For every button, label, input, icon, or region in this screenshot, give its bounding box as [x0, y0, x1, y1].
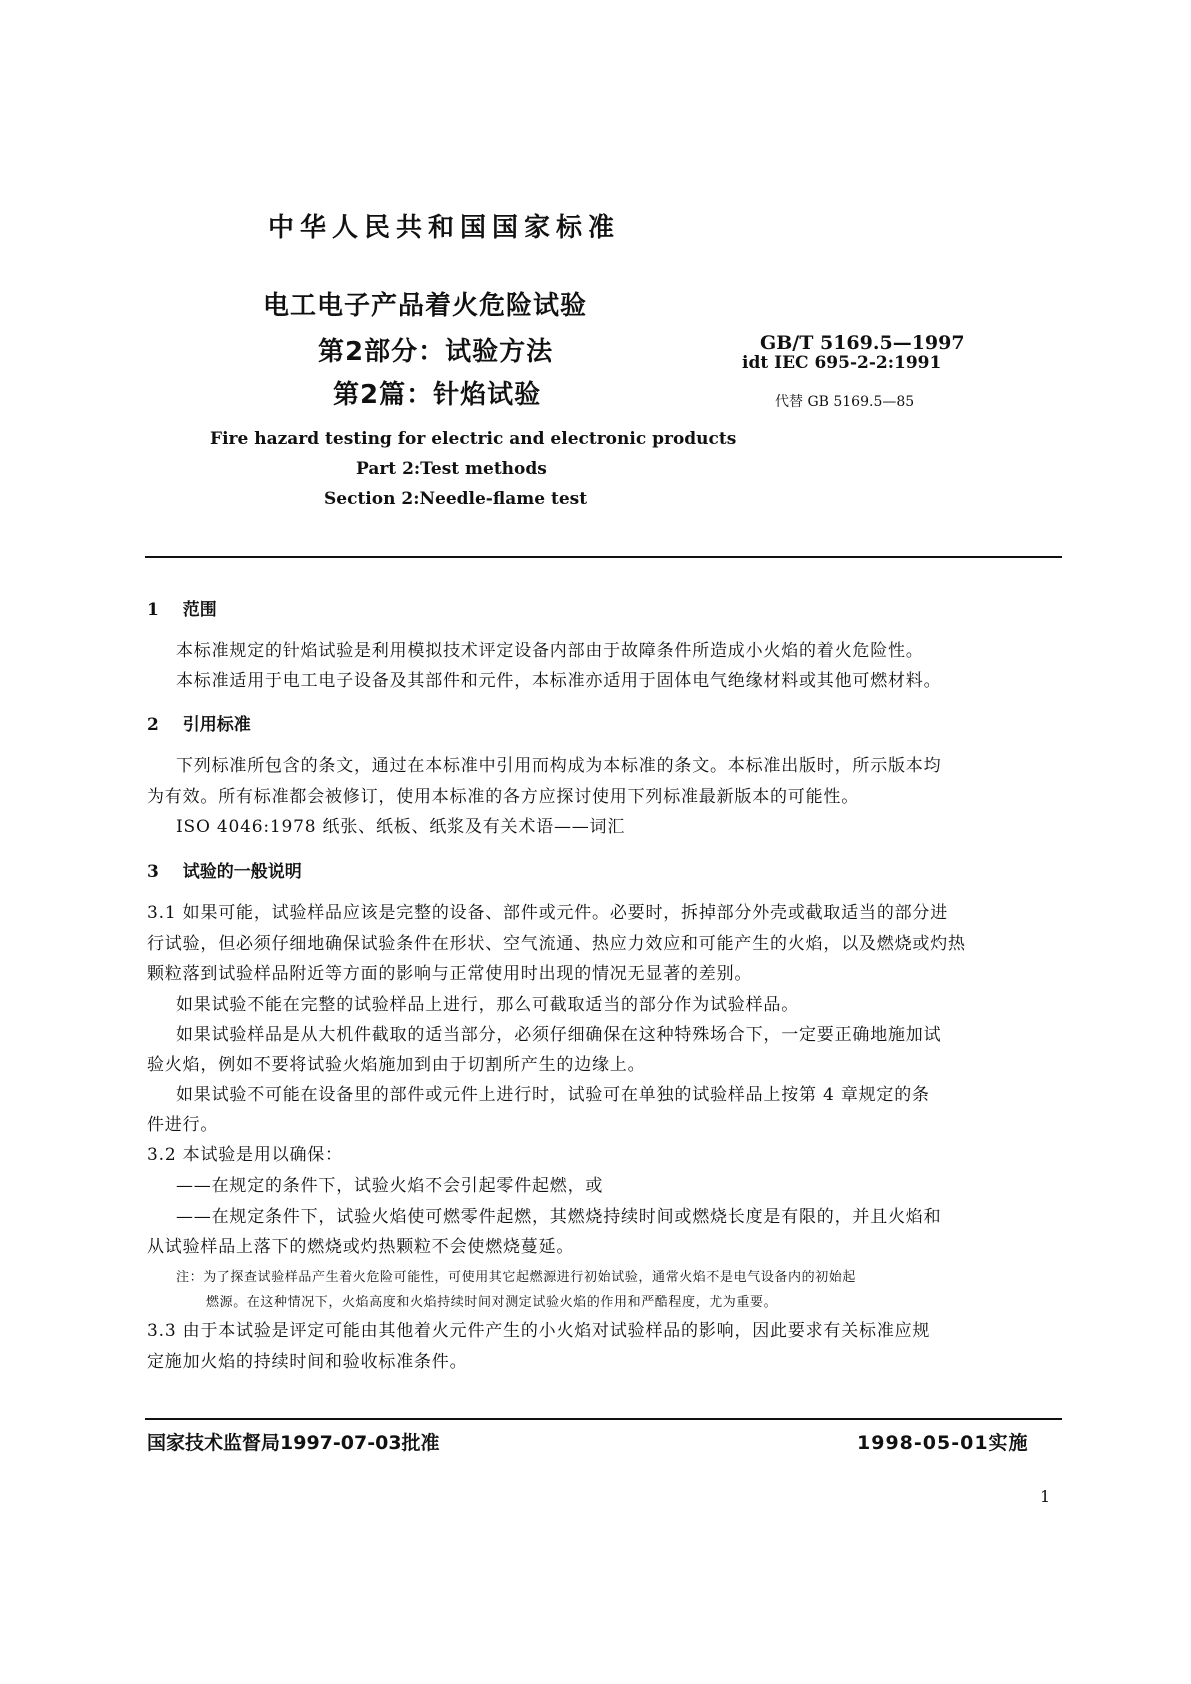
clause-3-1: 3.1 如果可能，试验样品应该是完整的设备、部件或元件。必要时，拆掉部分外壳或截取适当的部分进 — [147, 903, 949, 923]
effective-date: 1998-05-01实施 — [857, 1432, 1029, 1454]
paragraph-line: 下列标准所包含的条文，通过在本标准中引用而构成为本标准的条文。本标准出版时，所示版本均 — [176, 756, 942, 776]
paragraph-line: 行试验，但必须仔细地确保试验条件在形状、空气流通、热应力效应和可能产生的火焰，以及燃烧或灼热 — [147, 934, 966, 954]
clause-3-3: 3.3 由于本试验是评定可能由其他着火元件产生的小火焰对试验样品的影响，因此要求有关标准应规 — [147, 1321, 931, 1341]
paragraph-line: 验火焰，例如不要将试验火焰施加到由于切割所产生的边缘上。 — [147, 1055, 646, 1075]
paragraph-line: 如果试验样品是从大机件截取的适当部分，必须仔细确保在这种特殊场合下，一定要正确地施加试 — [176, 1025, 942, 1045]
title-en-line-2: Part 2:Test methods — [356, 459, 547, 479]
section-title: 试验的一般说明 — [182, 862, 302, 882]
paragraph-line: 定施加火焰的持续时间和验收标准条件。 — [147, 1352, 468, 1372]
paragraph-line: 本标准规定的针焰试验是利用模拟技术评定设备内部由于故障条件所造成小火焰的着火危险性。 — [176, 641, 924, 661]
title-en-line-3: Section 2:Needle-flame test — [324, 489, 588, 509]
section-title: 引用标准 — [182, 715, 251, 735]
list-item: ——在规定条件下，试验火焰使可燃零件起燃，其燃烧持续时间或燃烧长度是有限的，并且火焰和 — [176, 1207, 942, 1227]
paragraph-line: 本标准适用于电工电子设备及其部件和元件，本标准亦适用于固体电气绝缘材料或其他可燃材料。 — [176, 671, 942, 691]
list-item: ——在规定的条件下，试验火焰不会引起零件起燃，或 — [176, 1176, 604, 1196]
title-zh-line-2: 第2部分：试验方法 — [318, 337, 554, 367]
header-divider — [145, 556, 1062, 558]
approval-statement: 国家技术监督局1997-07-03批准 — [147, 1432, 440, 1454]
page-number: 1 — [1040, 1487, 1051, 1506]
section-title: 范围 — [182, 600, 217, 620]
paragraph-line: 如果试验不能在完整的试验样品上进行，那么可截取适当的部分作为试验样品。 — [176, 995, 799, 1015]
title-zh-line-1: 电工电子产品着火危险试验 — [263, 291, 588, 321]
paragraph-line: 件进行。 — [147, 1115, 219, 1135]
footer-divider — [145, 1418, 1062, 1420]
replaces-standard: 代替 GB 5169.5—85 — [775, 394, 915, 410]
idt-reference: idt IEC 695-2-2:1991 — [742, 353, 942, 373]
reference-iso-4046: ISO 4046:1978 纸张、纸板、纸浆及有关术语——词汇 — [176, 817, 626, 837]
section-number: 1 — [147, 600, 159, 620]
paragraph-line: 从试验样品上落下的燃烧或灼热颗粒不会使燃烧蔓延。 — [147, 1237, 575, 1257]
title-zh-line-3: 第2篇：针焰试验 — [333, 380, 542, 410]
national-standard-heading: 中华人民共和国国家标准 — [268, 213, 621, 243]
section-number: 3 — [147, 862, 159, 882]
paragraph-line: 为有效。所有标准都会被修订，使用本标准的各方应探讨使用下列标准最新版本的可能性。 — [147, 787, 859, 807]
section-number: 2 — [147, 715, 159, 735]
standard-code: GB/T 5169.5—1997 — [760, 332, 965, 354]
section-2-heading — [147, 710, 251, 735]
title-en-line-1: Fire hazard testing for electric and electronic products — [210, 429, 737, 449]
paragraph-line: 颗粒落到试验样品附近等方面的影响与正常使用时出现的情况无显著的差别。 — [147, 964, 753, 984]
clause-3-2: 3.2 本试验是用以确保： — [147, 1145, 343, 1165]
note-line: 燃源。在这种情况下，火焰高度和火焰持续时间对测定试验火焰的作用和严酷程度，尤为重要。 — [206, 1295, 778, 1310]
section-1-heading — [147, 595, 217, 620]
paragraph-line: 如果试验不可能在设备里的部件或元件上进行时，试验可在单独的试验样品上按第 4 章规定的条 — [176, 1085, 930, 1105]
section-3-heading — [147, 857, 302, 882]
note-line: 注：为了探查试验样品产生着火危险可能性，可使用其它起燃源进行初始试验，通常火焰不是电气设备内的初始起 — [176, 1270, 857, 1285]
